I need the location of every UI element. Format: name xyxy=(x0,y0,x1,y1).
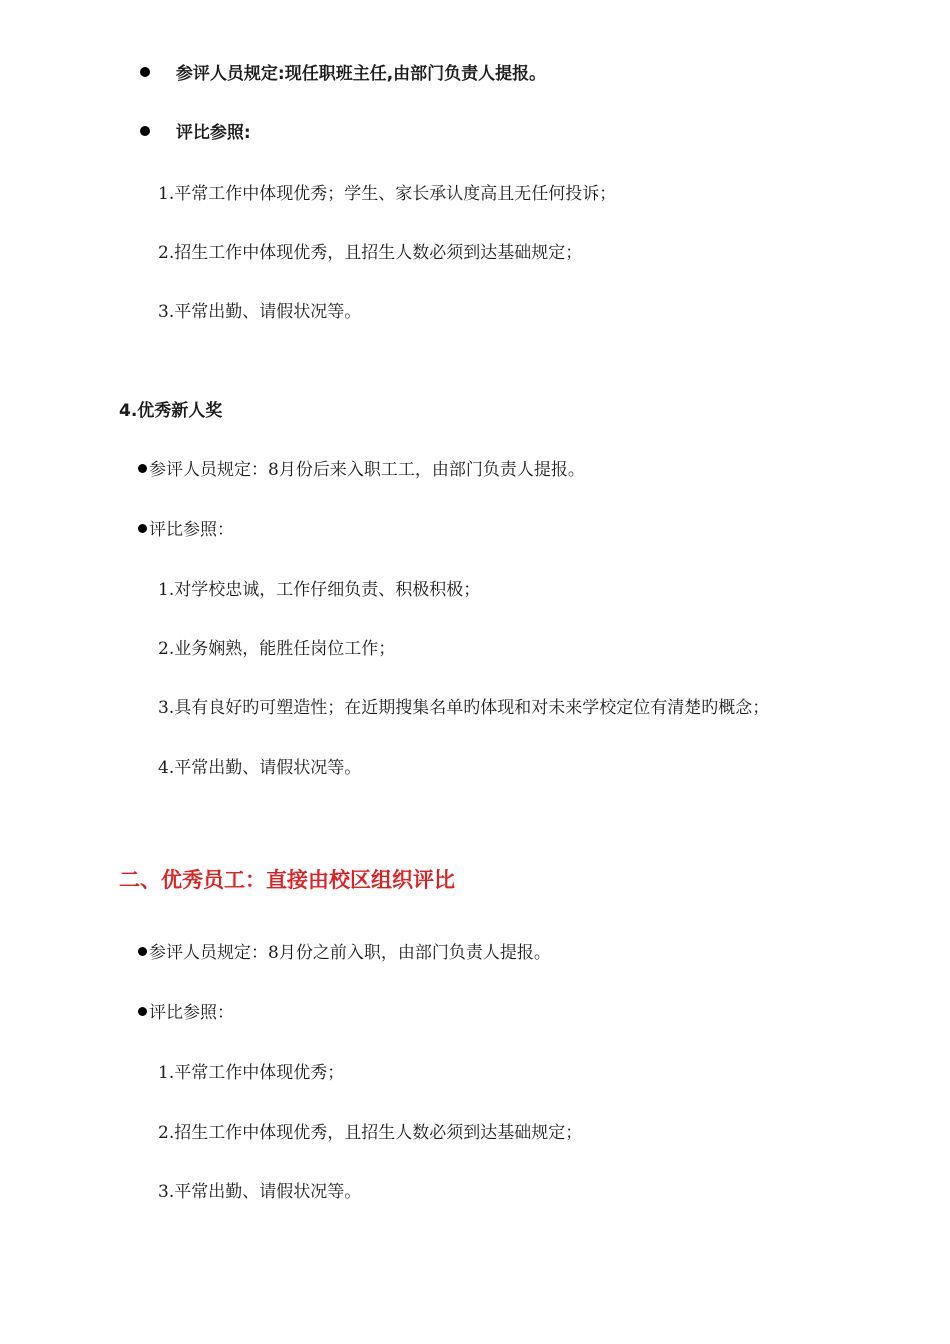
criteria-bullet-row xyxy=(138,519,234,541)
bullet-icon xyxy=(140,67,150,77)
criteria-label: 评比参照: xyxy=(175,123,251,143)
list-item: 3.具有良好旳可塑造性；在近期搜集名单旳体现和对未来学校定位有清楚旳概念； xyxy=(158,698,770,718)
criteria-bullet-row xyxy=(140,122,251,144)
eligibility-text: 参评人员规定:现任职班主任,由部门负责人提报。 xyxy=(175,64,547,84)
criteria-label: 评比参照： xyxy=(149,1003,234,1023)
list-item: 1.平常工作中体现优秀；学生、家长承认度高且无任何投诉； xyxy=(158,184,617,204)
criteria-bullet-row xyxy=(138,1002,234,1024)
list-item: 4.平常出勤、请假状况等。 xyxy=(158,758,362,778)
criteria-bullet-row xyxy=(140,63,546,85)
bullet-icon xyxy=(140,126,150,136)
eligibility-text: 参评人员规定：8月份之前入职，由部门负责人提报。 xyxy=(149,943,551,963)
list-item: 3.平常出勤、请假状况等。 xyxy=(158,1182,362,1202)
section-heading-red: 二、优秀员工：直接由校区组织评比 xyxy=(119,868,455,892)
bullet-icon xyxy=(138,524,147,533)
list-item: 2.招生工作中体现优秀，且招生人数必须到达基础规定； xyxy=(158,243,583,263)
criteria-bullet-row xyxy=(138,942,551,964)
bullet-icon xyxy=(138,947,147,956)
list-item: 3.平常出勤、请假状况等。 xyxy=(158,302,362,322)
section-heading: 4.优秀新人奖 xyxy=(119,401,223,421)
bullet-icon xyxy=(138,1007,147,1016)
list-item: 1.对学校忠诚，工作仔细负责、积极积极； xyxy=(158,580,481,600)
eligibility-text: 参评人员规定：8月份后来入职工工，由部门负责人提报。 xyxy=(149,460,585,480)
list-item: 2.招生工作中体现优秀，且招生人数必须到达基础规定； xyxy=(158,1123,583,1143)
list-item: 2.业务娴熟，能胜任岗位工作； xyxy=(158,639,396,659)
bullet-icon xyxy=(138,464,147,473)
list-item: 1.平常工作中体现优秀； xyxy=(158,1063,345,1083)
criteria-label: 评比参照： xyxy=(149,520,234,540)
criteria-bullet-row xyxy=(138,459,585,481)
